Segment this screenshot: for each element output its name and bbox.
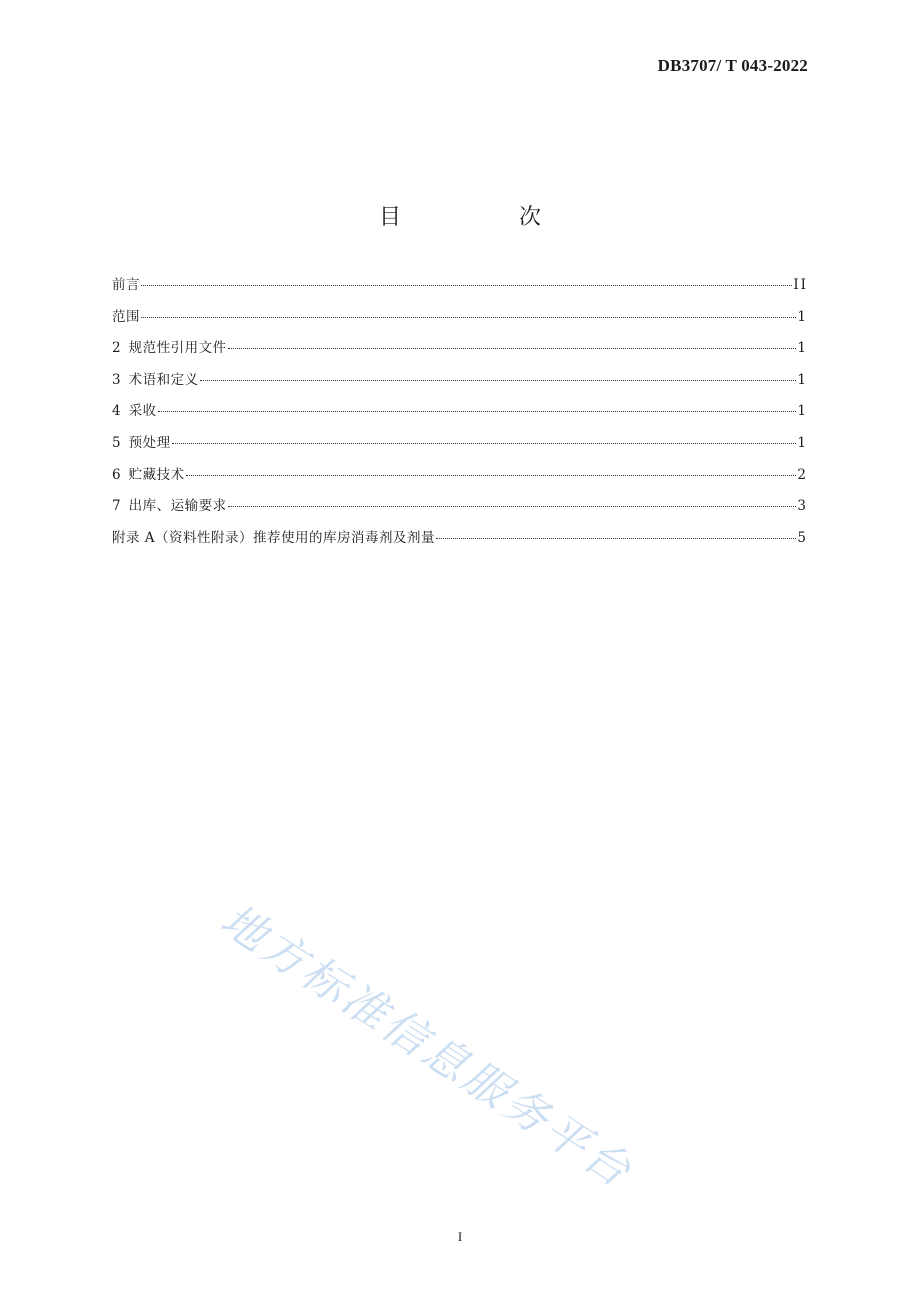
document-code: DB3707/ T 043-2022	[657, 56, 808, 75]
toc-entry-page: 3	[797, 498, 808, 515]
dot-leader	[228, 347, 797, 349]
page-title: 目 次	[378, 205, 589, 230]
toc-entry[interactable]	[112, 496, 808, 528]
dot-leader	[141, 284, 792, 286]
toc-entry-label: 采收	[128, 403, 157, 420]
toc-entry-page: 1	[797, 308, 808, 325]
dot-leader	[141, 316, 796, 318]
toc-entry-page: 1	[797, 371, 808, 388]
toc-entry[interactable]	[112, 465, 808, 497]
dot-leader	[158, 410, 797, 412]
dot-leader	[172, 442, 797, 444]
toc-entry-label: 术语和定义	[128, 371, 199, 388]
toc-entry[interactable]	[112, 370, 808, 402]
toc-entry-label: 贮藏技术	[128, 466, 185, 483]
toc-entry-label: 范围	[112, 308, 140, 325]
toc-entry[interactable]	[112, 275, 808, 307]
toc-entry-number: 2	[112, 340, 121, 357]
toc-entry-page: II	[793, 277, 808, 293]
toc-entry-page: 5	[797, 529, 808, 546]
toc-entry-label: 规范性引用文件	[128, 340, 227, 357]
toc-entry-label: 前言	[112, 277, 140, 293]
dot-leader	[436, 537, 796, 539]
toc-entry-page: 1	[797, 340, 808, 357]
toc-entry-page: 1	[797, 434, 808, 451]
dot-leader	[200, 379, 797, 381]
toc-entry-label: 出库、运输要求	[128, 498, 227, 515]
toc-entry[interactable]	[112, 528, 808, 560]
watermark: 地方标准信息服务平台	[211, 894, 642, 1199]
toc-entry-number: 6	[112, 466, 121, 483]
toc-entry-label: 预处理	[128, 434, 171, 451]
dot-leader	[228, 505, 797, 507]
dot-leader	[186, 474, 797, 476]
toc-entry-label: 附录 A（资料性附录）推荐使用的库房消毒剂及剂量	[112, 529, 436, 546]
toc-entry-page: 2	[797, 466, 808, 483]
toc-entry-number: 5	[112, 434, 121, 451]
table-of-contents	[112, 275, 808, 559]
toc-entry-number: 3	[112, 371, 121, 388]
toc-entry[interactable]	[112, 401, 808, 433]
toc-entry[interactable]	[112, 307, 808, 339]
toc-entry-page: 1	[797, 403, 808, 420]
toc-entry[interactable]	[112, 338, 808, 370]
toc-entry-number: 7	[112, 498, 121, 515]
page-number: I	[457, 1229, 463, 1244]
toc-entry-number: 4	[112, 403, 121, 420]
toc-entry[interactable]	[112, 433, 808, 465]
